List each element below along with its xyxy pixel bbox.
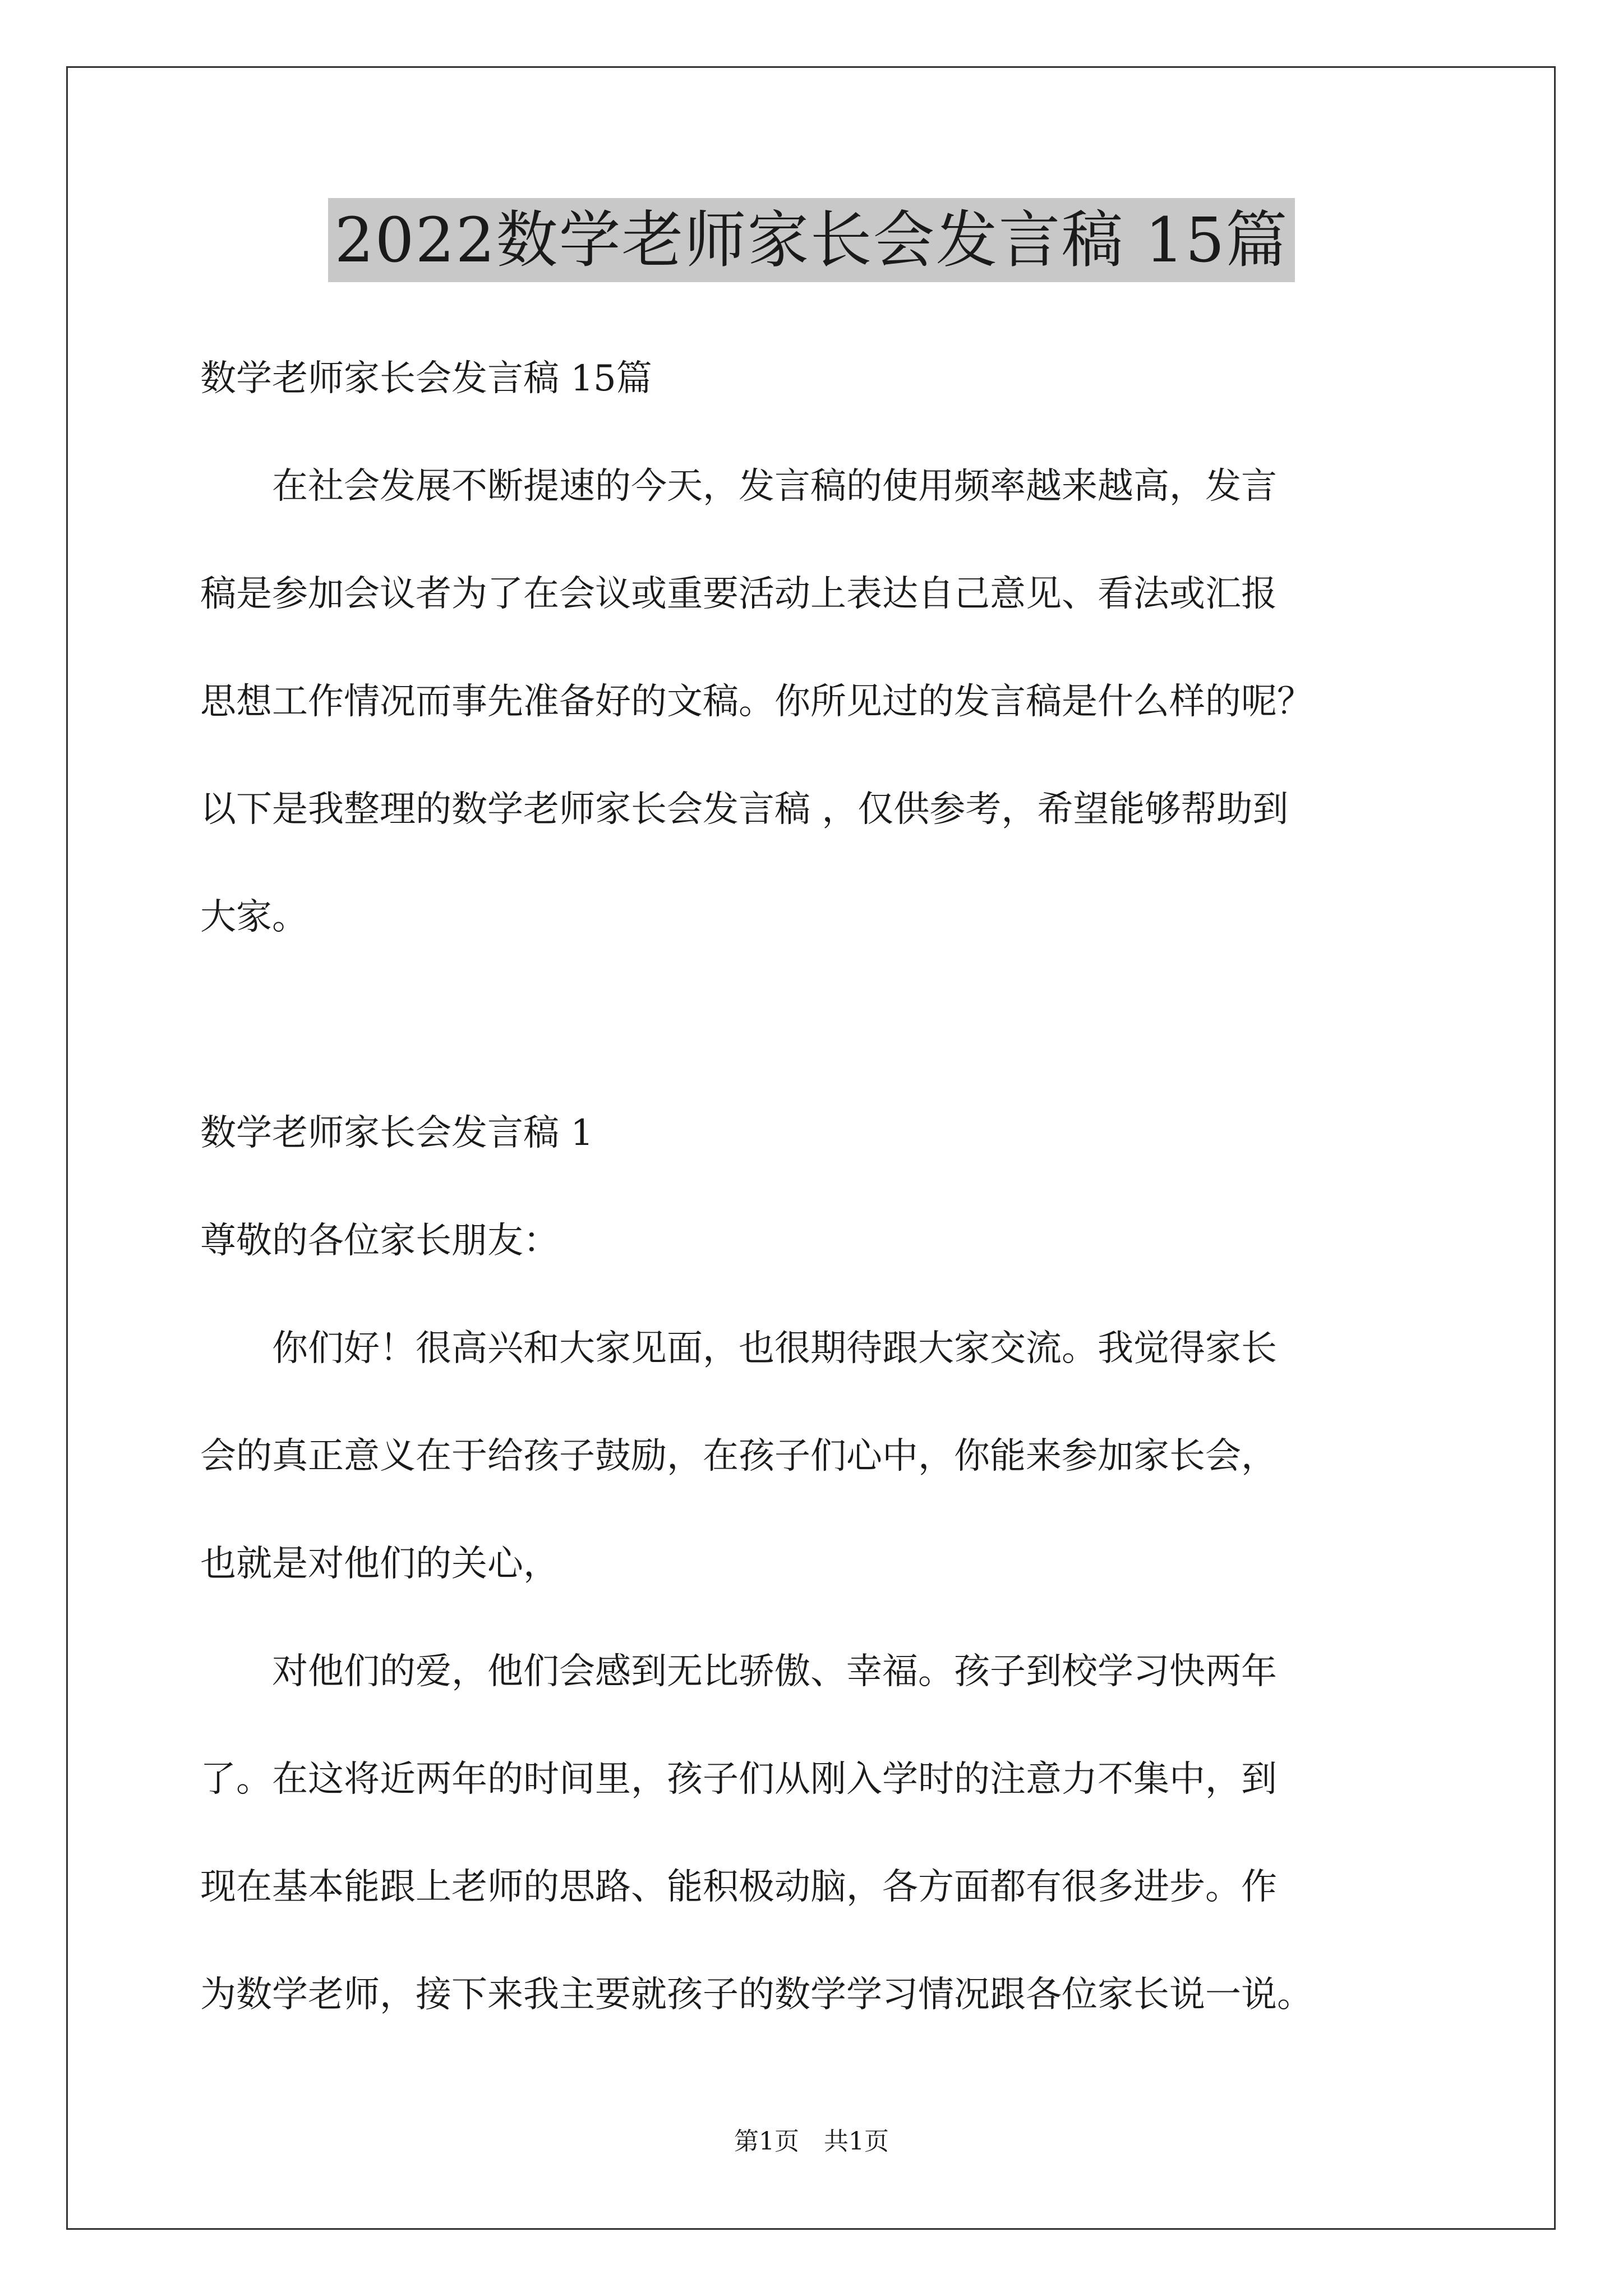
document-title: 2022数学老师家长会发言稿 15篇	[328, 198, 1295, 282]
paragraph-line: 稿是参加会议者为了在会议或重要活动上表达自己意见、看法或汇报	[200, 573, 1277, 615]
paragraph-line: 大家。	[200, 896, 308, 938]
paragraph-line: 以下是我整理的数学老师家长会发言稿 ，仅供参考，希望能够帮助到	[200, 789, 1289, 830]
paragraph-line: 你们好！很高兴和大家见面，也很期待跟大家交流。我觉得家长	[200, 1328, 1277, 1369]
paragraph-line: 了。在这将近两年的时间里，孩子们从刚入学时的注意力不集中，到	[200, 1759, 1277, 1800]
paragraph-line: 在社会发展不断提速的今天，发言稿的使用频率越来越高，发言	[200, 466, 1277, 507]
paragraph-line: 思想工作情况而事先准备好的文稿。你所见过的发言稿是什么样的呢？	[200, 681, 1313, 723]
title-container	[0, 198, 1623, 282]
subtitle-line: 数学老师家长会发言稿 15篇	[200, 358, 652, 399]
paragraph-line: 为数学老师，接下来我主要就孩子的数学学习情况跟各位家长说一说。	[200, 1974, 1313, 2016]
paragraph-line: 也就是对他们的关心，	[200, 1543, 559, 1585]
paragraph-line: 现在基本能跟上老师的思路、能积极动脑，各方面都有很多进步。作	[200, 1866, 1277, 1908]
section-heading: 数学老师家长会发言稿 1	[200, 1112, 594, 1154]
paragraph-line: 会的真正意义在于给孩子鼓励，在孩子们心中，你能来参加家长会，	[200, 1435, 1277, 1477]
salutation-line: 尊敬的各位家长朋友：	[200, 1220, 559, 1262]
page-number-footer: 第1页 共1页	[734, 2127, 889, 2156]
paragraph-line: 对他们的爱，他们会感到无比骄傲、幸福。孩子到校学习快两年	[200, 1651, 1277, 1692]
